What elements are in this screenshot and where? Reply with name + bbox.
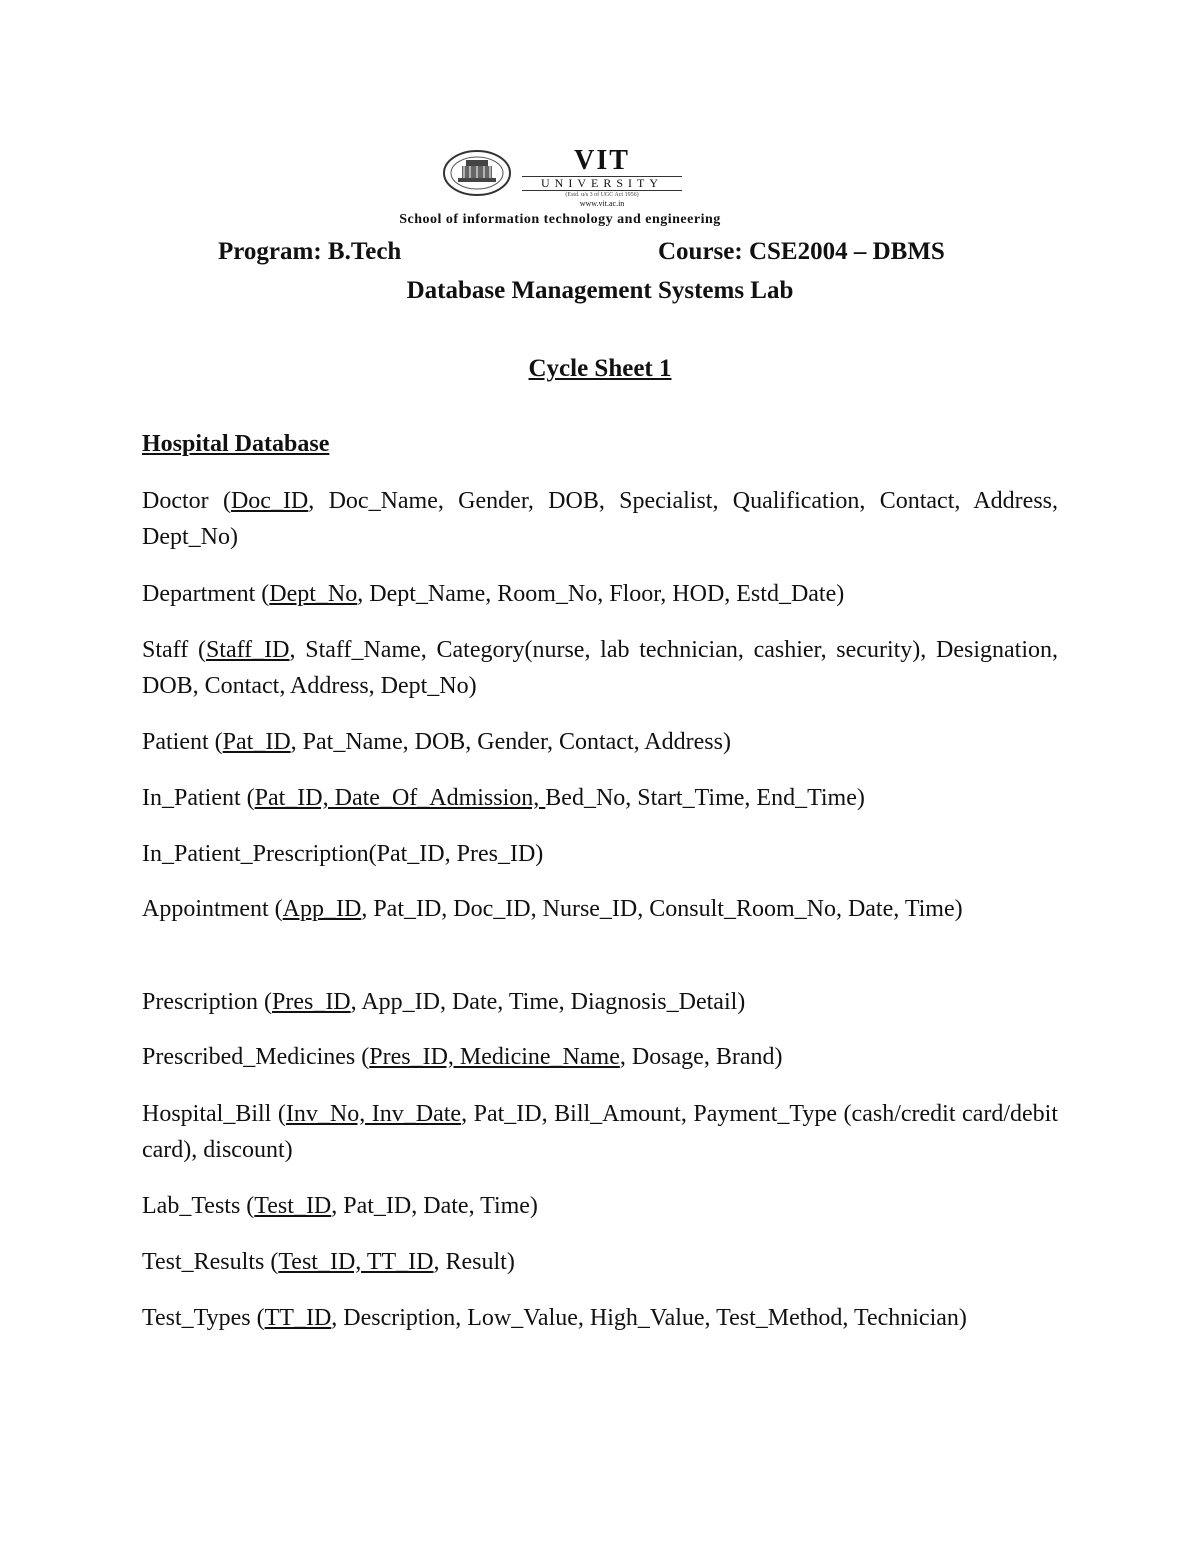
relation-test-types: [142, 1300, 1058, 1336]
relation-attributes: , Staff_Name, Category(nurse, lab technician, cashier, security), Designation, DOB, Contact, Address, Dept_No): [142, 637, 1058, 699]
relation-key: Pres_ID: [271, 989, 351, 1015]
relation-name: In_Patient_Prescription(Pat_ID, Pres_ID): [142, 841, 544, 867]
relation-hospital-bill: [142, 1096, 1058, 1168]
relation-attributes: , App_ID, Date, Time, Diagnosis_Detail): [350, 989, 746, 1015]
relation-key: Dept_No: [269, 581, 358, 607]
university-seal-icon: [442, 148, 512, 198]
relation-key: Test_ID, TT_ID: [278, 1249, 434, 1275]
relation-department: [142, 576, 1058, 612]
relation-name: Hospital_Bill (: [142, 1101, 286, 1127]
relation-prescription: [142, 984, 1058, 1020]
relation-key: Test_ID: [254, 1193, 332, 1219]
relation-prescribed-medicines: [142, 1039, 1058, 1075]
relation-attributes: , Dept_Name, Room_No, Floor, HOD, Estd_Date): [357, 581, 845, 607]
relation-doctor: [142, 483, 1058, 555]
cycle-title: Cycle Sheet 1: [528, 355, 672, 382]
logo-url: www.vit.ac.in: [579, 199, 625, 208]
course-label: Course: CSE2004 – DBMS: [658, 238, 945, 265]
relation-name: Department (: [142, 581, 270, 607]
relation-key: Doc_ID: [230, 488, 309, 514]
relation-name: Staff (: [142, 637, 206, 663]
relation-test-results: [142, 1244, 1058, 1280]
relation-attributes: Bed_No, Start_Time, End_Time): [545, 785, 865, 811]
relation-key: App_ID: [282, 896, 362, 922]
lab-title: Database Management Systems Lab: [406, 277, 794, 304]
relation-attributes: , Result): [433, 1249, 515, 1275]
relation-patient: [142, 724, 1058, 760]
relation-in-patient-prescription: [142, 836, 1058, 872]
relation-key: Staff_ID: [205, 637, 290, 663]
relation-name: Patient (: [142, 729, 223, 755]
logo-subname: UNIVERSITY: [522, 176, 682, 191]
relation-name: Test_Results (: [142, 1249, 279, 1275]
relation-attributes: , Pat_ID, Doc_ID, Nurse_ID, Consult_Room_No, Date, Time): [361, 896, 963, 922]
relation-name: Prescription (: [142, 989, 272, 1015]
logo-wordmark: [522, 146, 682, 208]
relation-attributes: , Pat_Name, DOB, Gender, Contact, Address): [290, 729, 731, 755]
relation-key: Inv_No, Inv_Date: [285, 1101, 462, 1127]
relation-attributes: , Doc_Name, Gender, DOB, Specialist, Qualification, Contact, Address, Dept_No): [142, 488, 1058, 550]
vit-logo: [442, 146, 682, 206]
school-name: School of information technology and engineering: [399, 212, 721, 227]
relation-in-patient: [142, 780, 1058, 816]
relation-staff: [142, 632, 1058, 704]
relation-key: Pres_ID, Medicine_Name: [369, 1044, 620, 1070]
relation-key: Pat_ID, Date_Of_Admission,: [254, 785, 546, 811]
section-title: Hospital Database: [142, 431, 330, 457]
relation-attributes: , Pat_ID, Bill_Amount, Payment_Type (cash/credit card/debit card), discount): [142, 1101, 1058, 1163]
relation-key: Pat_ID: [222, 729, 291, 755]
relation-name: In_Patient (: [142, 785, 255, 811]
relation-attributes: , Description, Low_Value, High_Value, Test_Method, Technician): [331, 1305, 967, 1331]
relation-key: TT_ID: [264, 1305, 332, 1331]
relation-name: Prescribed_Medicines (: [142, 1044, 370, 1070]
relation-appointment: [142, 891, 1058, 927]
logo-name: VIT: [574, 145, 630, 176]
relation-name: Doctor (: [142, 488, 231, 514]
logo-tagline: (Estd. u/s 3 of UGC Act 1956): [565, 192, 639, 198]
relation-name: Lab_Tests (: [142, 1193, 255, 1219]
program-label: Program: B.Tech: [218, 238, 402, 265]
relation-name: Test_Types (: [142, 1305, 265, 1331]
relation-name: Appointment (: [142, 896, 283, 922]
relation-attributes: , Pat_ID, Date, Time): [331, 1193, 538, 1219]
relation-lab-tests: [142, 1188, 1058, 1224]
relation-attributes: , Dosage, Brand): [619, 1044, 783, 1070]
